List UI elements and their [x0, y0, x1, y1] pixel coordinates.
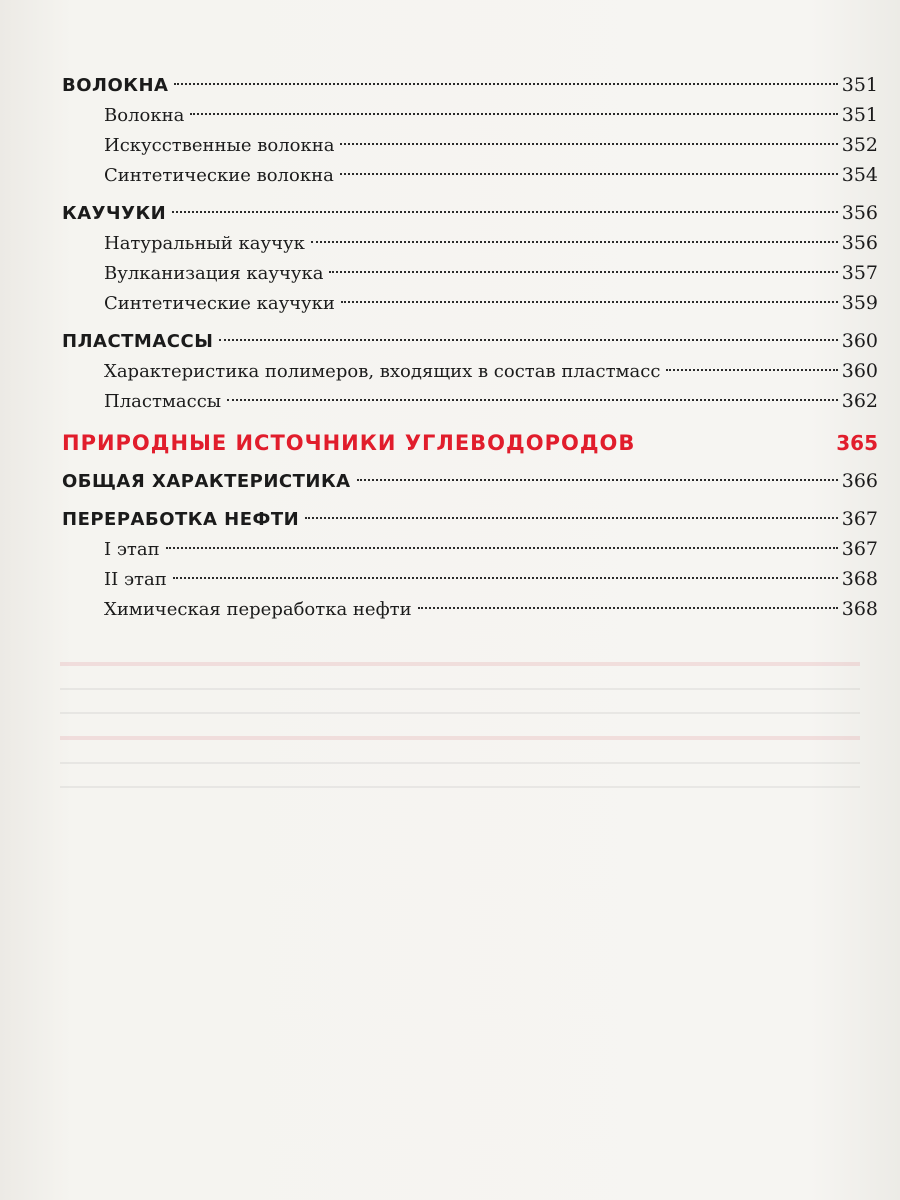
toc-subsection-title: Синтетические каучуки	[104, 293, 335, 314]
dot-leader	[341, 301, 838, 303]
bleed-through-reverse-page	[60, 640, 860, 840]
toc-page-number: 351	[841, 74, 878, 96]
toc-subsection-title: Синтетические волокна	[104, 165, 334, 186]
dot-leader	[340, 143, 837, 145]
toc-page-number: 356	[841, 202, 878, 224]
toc-section-row	[62, 466, 878, 496]
dot-leader	[173, 577, 838, 579]
toc-section-row	[62, 198, 878, 228]
toc-chapter-title: ПРИРОДНЫЕ ИСТОЧНИКИ УГЛЕВОДОРОДОВ	[62, 431, 636, 455]
dot-leader	[329, 271, 837, 273]
toc-subsection-row	[62, 288, 878, 318]
toc-section-title: ПЕРЕРАБОТКА НЕФТИ	[62, 509, 300, 530]
dot-leader	[166, 547, 838, 549]
toc-subsection-row	[62, 228, 878, 258]
toc-subsection-row	[62, 160, 878, 190]
toc-page-number: 368	[841, 568, 878, 590]
toc-section-title: ПЛАСТМАССЫ	[62, 331, 214, 352]
toc-subsection-title: Химическая переработка нефти	[104, 599, 412, 620]
dot-leader	[357, 479, 838, 481]
toc-subsection-title: Искусственные волокна	[104, 135, 335, 156]
toc-page-number: 354	[841, 164, 878, 186]
toc-chapter-page-number: 365	[836, 431, 878, 455]
toc-section-title: ВОЛОКНА	[62, 75, 169, 96]
toc-subsection-title: Вулканизация каучука	[104, 263, 324, 284]
toc-section-row	[62, 326, 878, 356]
toc-section-row	[62, 504, 878, 534]
toc-subsection-row	[62, 534, 878, 564]
table-of-contents	[62, 70, 878, 624]
toc-subsection-row	[62, 100, 878, 130]
dot-leader	[219, 339, 837, 341]
toc-page-number: 366	[841, 470, 878, 492]
toc-section-title: КАУЧУКИ	[62, 203, 167, 224]
toc-subsection-title: Характеристика полимеров, входящих в состав пластмасс	[104, 361, 661, 382]
toc-subsection-title: Натуральный каучук	[104, 233, 305, 254]
toc-page-number: 356	[841, 232, 878, 254]
toc-page-number: 359	[841, 292, 878, 314]
toc-section-title: ОБЩАЯ ХАРАКТЕРИСТИКА	[62, 471, 351, 492]
toc-chapter-row	[62, 422, 878, 464]
toc-subsection-row	[62, 258, 878, 288]
toc-page-number: 367	[841, 508, 878, 530]
toc-subsection-row	[62, 356, 878, 386]
toc-page-number: 352	[841, 134, 878, 156]
dot-leader	[311, 241, 838, 243]
toc-page-number: 367	[841, 538, 878, 560]
toc-page-number: 360	[841, 330, 878, 352]
dot-leader	[227, 399, 838, 401]
toc-subsection-row	[62, 564, 878, 594]
dot-leader	[174, 83, 837, 85]
dot-leader	[418, 607, 838, 609]
toc-subsection-row	[62, 594, 878, 624]
dot-leader	[340, 173, 838, 175]
toc-subsection-title: I этап	[104, 539, 160, 560]
dot-leader	[305, 517, 837, 519]
toc-page-number: 357	[841, 262, 878, 284]
toc-subsection-title: Пластмассы	[104, 391, 222, 412]
toc-page-number: 362	[841, 390, 878, 412]
toc-section-row	[62, 70, 878, 100]
toc-page-number: 351	[841, 104, 878, 126]
dot-leader	[666, 369, 837, 371]
toc-subsection-row	[62, 130, 878, 160]
dot-leader	[190, 113, 837, 115]
toc-subsection-row	[62, 386, 878, 416]
toc-page-number: 368	[841, 598, 878, 620]
toc-page-number: 360	[841, 360, 878, 382]
toc-subsection-title: II этап	[104, 569, 167, 590]
dot-leader	[172, 211, 838, 213]
toc-subsection-title: Волокна	[104, 105, 185, 126]
